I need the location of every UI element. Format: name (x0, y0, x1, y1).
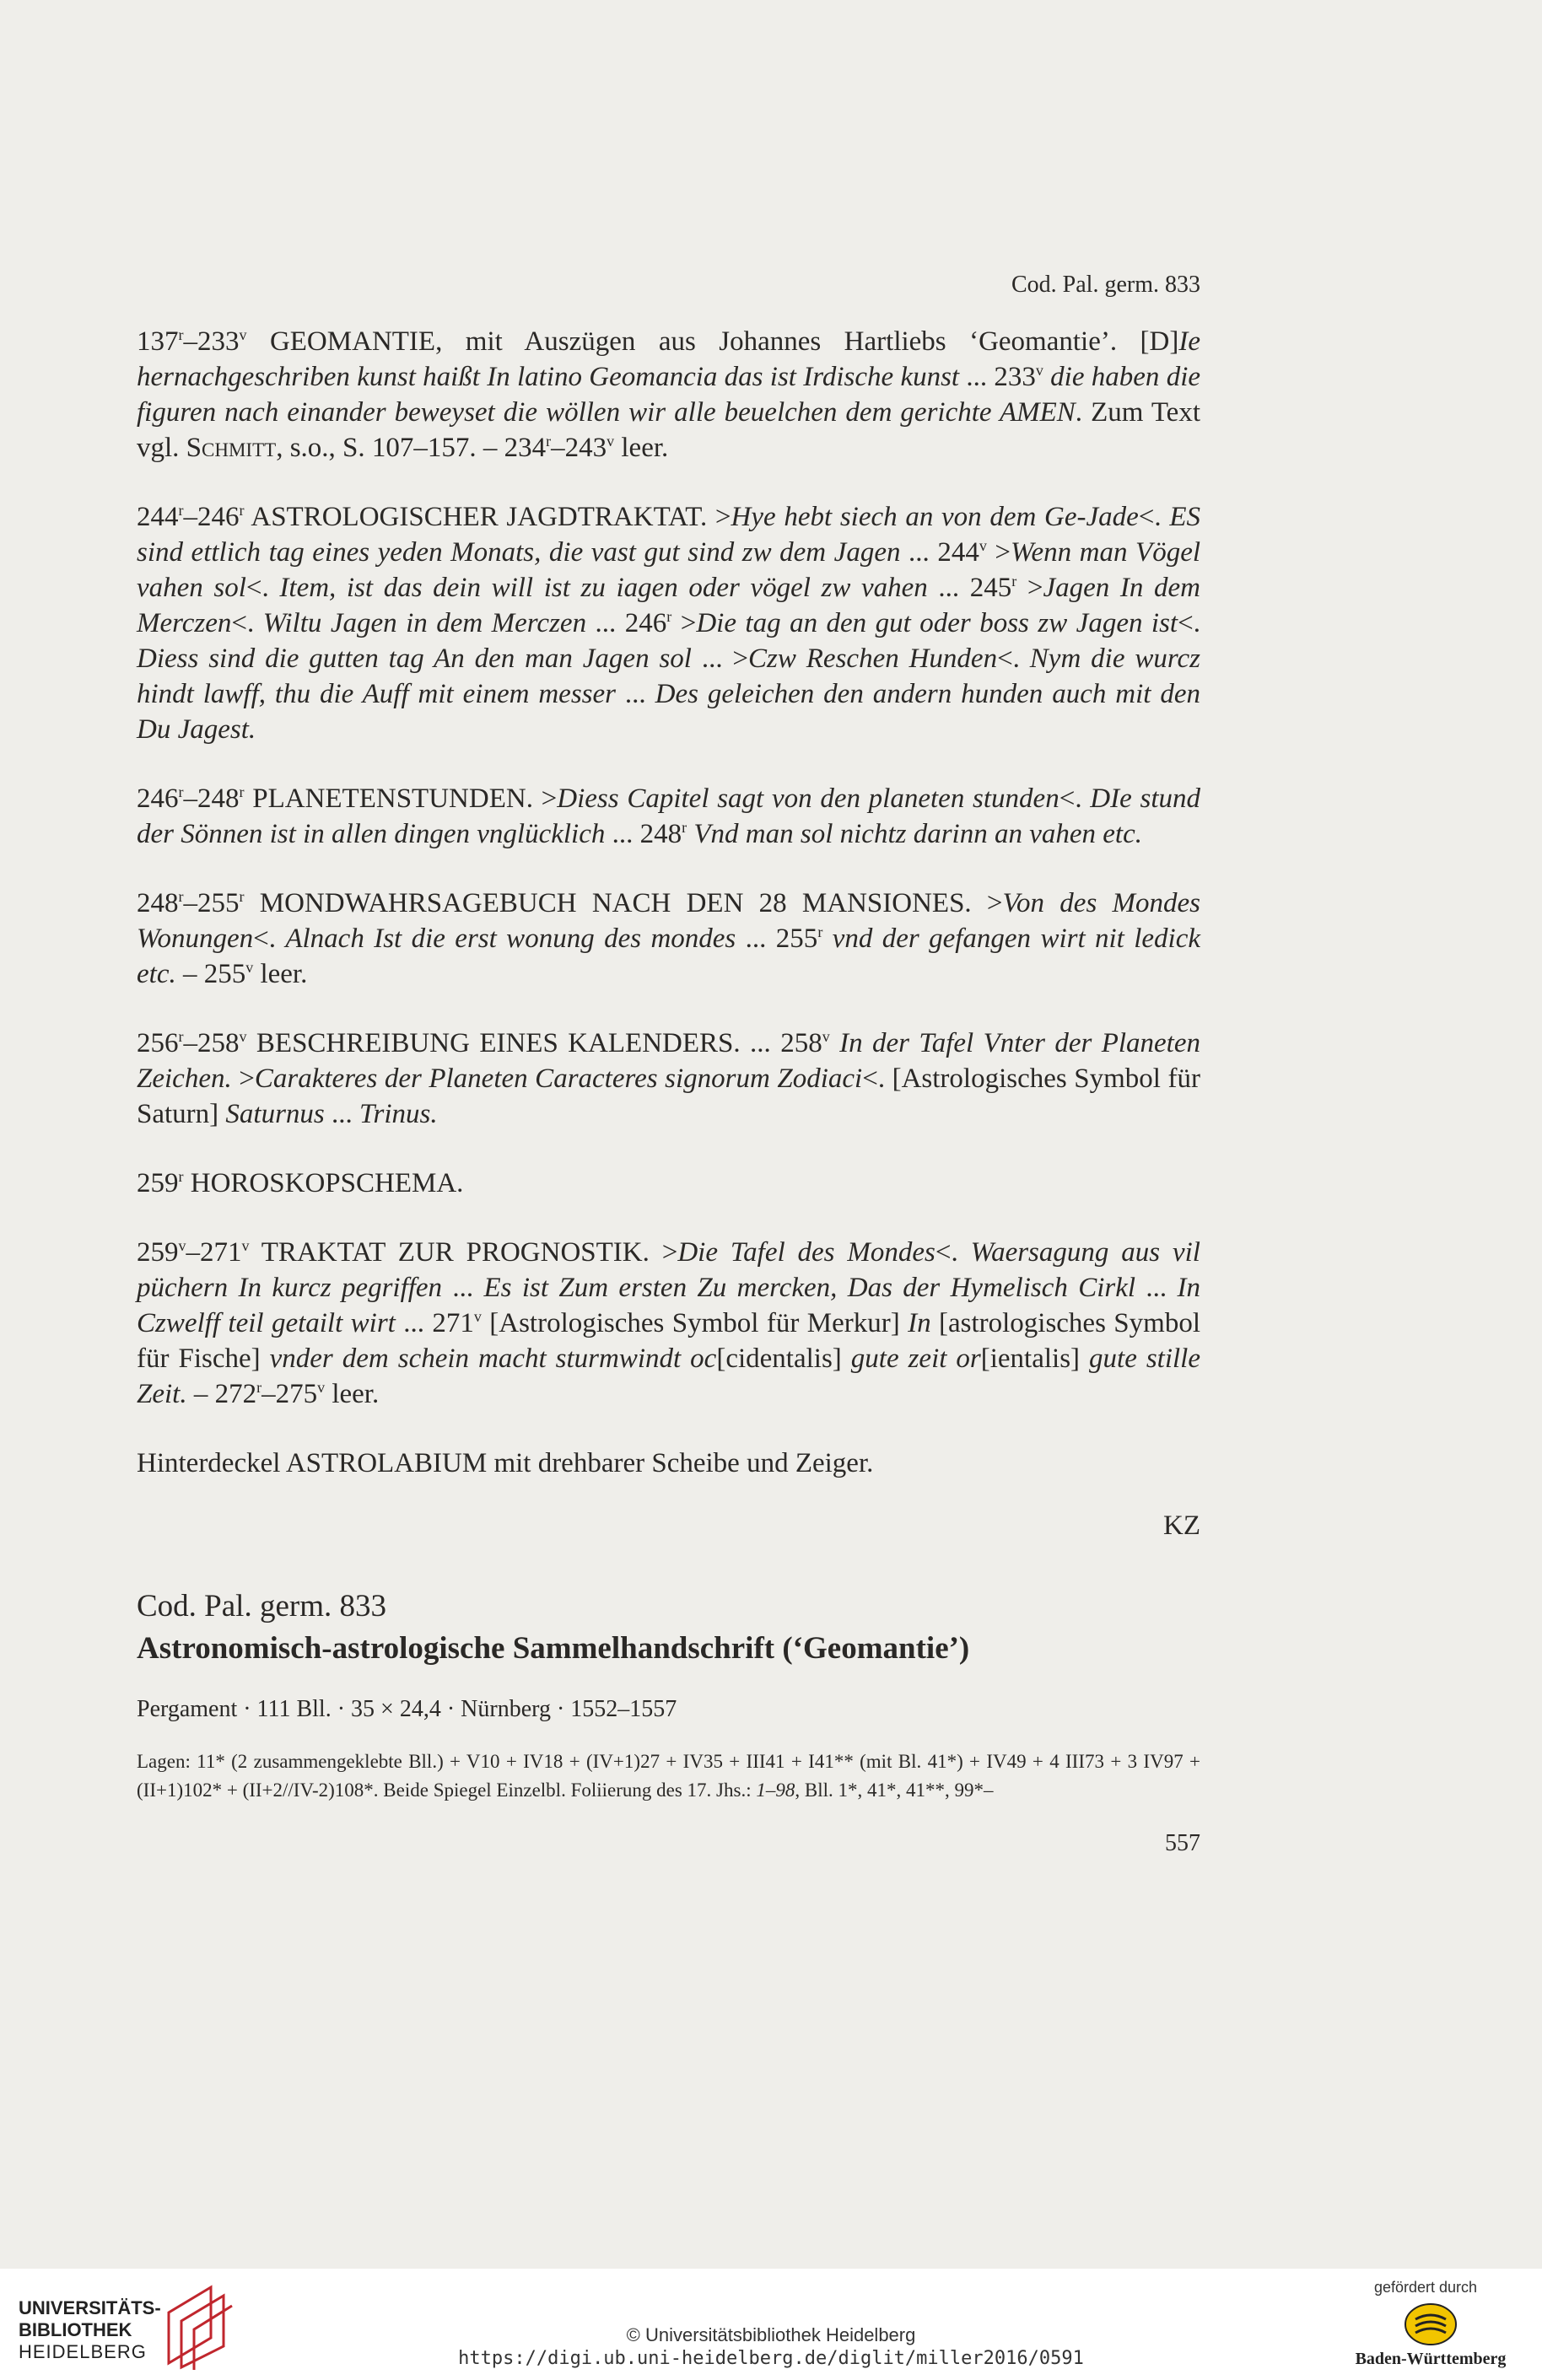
funder-name: Baden-Württemberg (1355, 2350, 1507, 2368)
body-text (137, 324, 1200, 1805)
footer-bar (0, 2269, 1542, 2380)
entry-hinterdeckel: Hinterdeckel ASTROLABIUM mit drehbarer Scheibe und Zeiger. (137, 1448, 874, 1478)
record-title: Astronomisch-astrologische Sammelhandschrift (‘Geomantie’) (137, 1631, 970, 1666)
author-initials: KZ (1163, 1510, 1200, 1541)
copyright-notice: © Universitätsbibliothek Heidelberg (626, 2324, 916, 2345)
permalink[interactable]: https://digi.ub.uni-heidelberg.de/diglit/miller2016/0591 (458, 2348, 1084, 2369)
record-meta: Pergament · 111 Bll. · 35 × 24,4 · Nürnberg · 1552–1557 (137, 1696, 677, 1722)
entry-kalender: 256$^r$–258$^v$ BESCHREIBUNG EINES KALENDERS. ... 258$^v$ In der Tafel Vnter der Planeten Zeichen. >Carakteres der Planeten Caracteres signorum Zodiaci<. [Astrologisches Symbol für Saturn] Saturnus ... Trinus. (137, 1028, 1200, 1129)
entry-jagdtraktat: 244$^r$–246$^r$ ASTROLOGISCHER JAGDTRAKTAT. >Hye hebt siech an von dem Ge-Jade<. ES sind ettlich tag eines yeden Monats, die vast gut sind zw dem Jagen ... $244^v$ >Wenn man Vögel vahen sol<. Item, ist das dein will ist zu iagen oder vögel zw vahen ... $245^r$ >Jagen In dem Merczen<. Wiltu Jagen in dem Merczen ... $246^r >Die$ tag an den gut oder boss zw Jagen ist<. Diess sind die gutten tag An den man Jagen sol ... >Czw Reschen Hunden<. Nym die wurcz hindt lawff, thu die Auff mit einem messer ... Des geleichen den andern hunden auch mit den Du Jagest. (137, 502, 1201, 745)
record-lagen: Lagen: 11* (2 zusammengeklebte Bll.) + V10 + IV18 + (IV+1)27 + IV35 + III41 + I41** (mit Bl. 41*) + IV49 + 4 III73 + 3 IV97 + (II+1)102* + (II+2//IV-2)108*. Beide Spiegel Einzelbl. Foliierung des 17. Jhs.: 1–98, Bll. 1*, 41*, 41**, 99*– (137, 1751, 1200, 1801)
entry-planetenstunden: 246$^r$–248$^r$ PLANETENSTUNDEN. >Diess Capitel sagt von den planeten stunden<. DIe stund der Sönnen ist in allen dingen vnglücklich ... 248$^r$ Vnd man sol nichtz darinn an vahen etc. (137, 783, 1200, 849)
library-logo-text[interactable]: UNIVERSITÄTS- BIBLIOTHEK HEIDELBERG (19, 2297, 161, 2362)
state-coat-of-arms-icon (1404, 2302, 1458, 2346)
entry-prognostik: 259$^v$–271$^v$ TRAKTAT ZUR PROGNOSTIK. >Die Tafel des Mondes<. Waersagung aus vil püchern In kurcz pegriffen ... Es ist Zum ersten Zu mercken, Das der Hymelisch Cirkl ... In Czwelff teil getailt wirt ... 271$^v$ [Astrologisches Symbol für Merkur] In [astrologisches Symbol für Fische] vnder dem schein macht sturmwindt oc[cidentalis] gute zeit or[ientalis] gute stille Zeit. – 272$^r$–275$^v$ leer. (137, 1237, 1201, 1409)
entry-horoskopschema: 259$^r$ HOROSKOPSCHEMA. (137, 1168, 464, 1198)
funded-by-label: gefördert durch (1373, 2279, 1478, 2296)
entry-mondwahrsagebuch: 248$^r$–255$^r$ MONDWAHRSAGEBUCH NACH DEN 28 MANSIONES. >Von des Mondes Wonungen<. Alnach Ist die erst wonung des mondes ... 255$^r$ vnd der gefangen wirt nit ledick etc. – 255$^v$ leer. (137, 888, 1201, 989)
entry-geomantie: 137$^r$–233$^v$ GEOMANTIE, mit Auszügen aus Johannes Hartliebs ‘Geomantie’. [D]Ie hernachgeschriben kunst haißt In latino Geomancia das ist Irdische kunst ... 233$^v$ die haben die figuren nach einander beweyset die wöllen wir alle beuelchen dem gerichte AMEN. Zum Text vgl. Schmitt, s.o., S. 107–157. – 234$^r$–243$^v$ leer. (137, 326, 1201, 463)
page-number: 557 (1165, 1830, 1200, 1856)
record-shelfmark: Cod. Pal. germ. 833 (137, 1589, 386, 1623)
running-head: Cod. Pal. germ. 833 (1011, 272, 1200, 298)
